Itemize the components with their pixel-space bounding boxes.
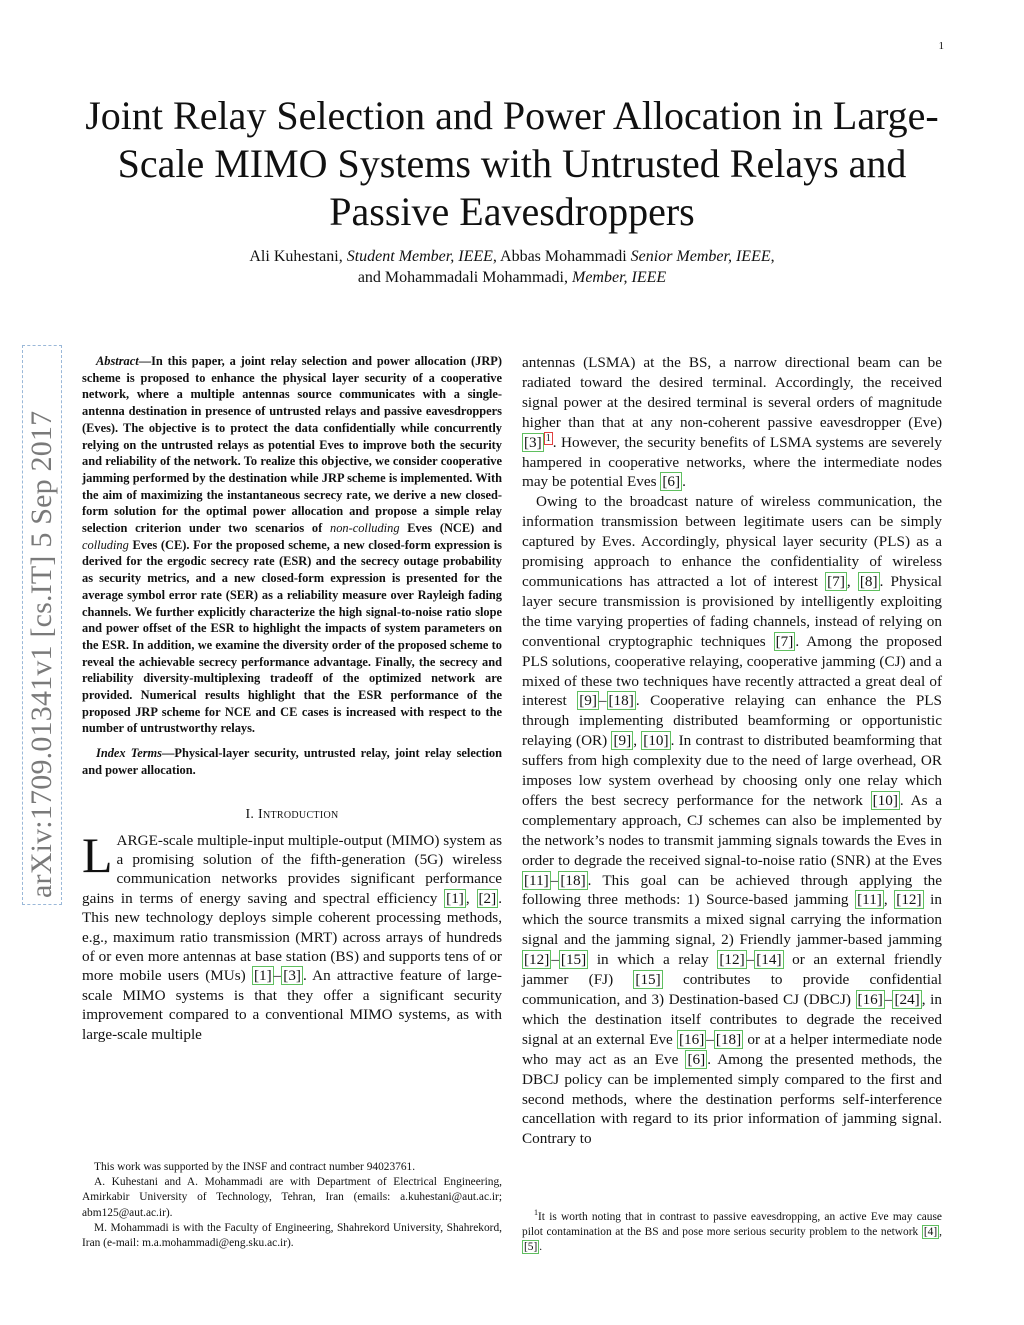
body-text: in which the source transmits a mixed signal carrying the information signal and the jamming signal, 2) Friendly jammer-based jamming [522, 891, 942, 949]
citation-link[interactable]: [10] [872, 791, 898, 809]
drop-cap: L [82, 826, 113, 883]
body-text: . Physical layer secure transmission is provisioned by intelligently exploiting the time varying properties of fading channels, instead of relying on conventional cryptographic techniques [522, 572, 943, 650]
author-2: , Abbas Mohammadi [492, 248, 631, 265]
footnote-funding: This work was supported by the INSF and contract number 94023761. [94, 1161, 416, 1173]
abstract-label: Abstract [96, 354, 139, 368]
footnote-text: It is worth noting that in contrast to passive eavesdropping, an active Eve may cause pilot contamination at the BS and pose more serious security problem to the network [522, 1210, 942, 1238]
body-text: – [551, 951, 559, 969]
citation-link[interactable]: [14] [756, 951, 782, 969]
section-numeral: I. [245, 806, 259, 822]
body-text: . However, the security benefits of LSMA systems are severely hampered in cooperative networks, where the intermediate nodes may be potential Eves [522, 433, 942, 491]
citation-link[interactable]: [18] [560, 871, 586, 889]
citation-link[interactable]: [1] [446, 889, 464, 907]
body-text: in which a relay [588, 951, 718, 969]
citation-link[interactable]: [18] [608, 692, 634, 710]
citation-link[interactable]: [15] [560, 951, 587, 969]
abstract-noncolluding: non-colluding [330, 521, 400, 536]
abstract-text: Eves (NCE) and [399, 521, 502, 536]
author-separator: , [770, 248, 775, 265]
footnote-affiliation-2: M. Mohammadi is with the Faculty of Engineering, Shahrekord University, Shahrekord, Iran (e-mail: m.a.mohammadi@eng.sku.ac.ir). [82, 1221, 502, 1250]
citation-link[interactable]: [11] [524, 871, 549, 889]
citation-link[interactable]: [3] [524, 433, 542, 451]
citation-link[interactable]: [7] [775, 632, 794, 650]
footnote-1 [522, 1205, 942, 1255]
footnote-ref-link[interactable]: 1 [545, 432, 551, 444]
index-terms-label: Index Terms [96, 746, 162, 761]
body-paragraph [522, 353, 942, 492]
author-1-role: Student Member, IEEE [346, 248, 493, 265]
citation-link[interactable]: [7] [827, 572, 845, 590]
intro-text: – [273, 967, 282, 985]
citation-link[interactable]: [12] [896, 891, 922, 909]
citation-link[interactable]: [11] [857, 891, 882, 909]
body-text: – [746, 951, 755, 969]
left-column [82, 353, 502, 1044]
index-terms [82, 745, 502, 778]
citation-link[interactable]: [3] [283, 967, 301, 985]
citation-link[interactable]: [2] [478, 889, 497, 907]
body-text: or an external friendly jammer (FJ) [522, 951, 942, 989]
body-paragraph [522, 492, 942, 1149]
intro-paragraph [82, 826, 503, 1044]
section-heading-introduction [82, 805, 502, 825]
right-column [522, 353, 942, 1149]
intro-text: . This new technology deploys simple coherent processing methods, e.g., maximum ratio transmission (MRT) across arrays of hundreds of or even more antennas at base station (BS) and supports tens of or more mobile users (MUs) [82, 889, 503, 985]
body-text: – [884, 991, 893, 1008]
body-text: – [550, 871, 559, 889]
citation-link[interactable]: [18] [715, 1030, 742, 1048]
arxiv-identifier[interactable]: arXiv:1709.01341v1 [cs.IT] 5 Sep 2017 [22, 345, 62, 905]
body-text: – [706, 1030, 714, 1048]
body-text: Owing to the broadcast nature of wireless communication, the information transmission between legitimate users can be simply captured by Eves. Accordingly, physical layer security (PLS) as a promising approach to enhance the confidentiality of wireless communications has attracted a lot of interest [522, 493, 942, 590]
abstract-colluding: colluding [82, 537, 129, 552]
intro-text: , [465, 889, 477, 907]
body-text: . Among the presented methods, the DBCJ policy can be implemented simply compared to the first and second methods, where the destination performs self-interference cancellation with regard to its prior information of jamming signal. Contrary to [522, 1050, 942, 1148]
citation-link[interactable]: [4] [923, 1226, 938, 1238]
footnote-mark: 1 [534, 1208, 538, 1217]
abstract-text: —In this paper, a joint relay selection and power allocation (JRP) scheme is proposed to enhance the physical layer security of a cooperative network, where a multiple antennas source communicates with a single-antenna destination in presence of untrusted relays and passive eavesdroppers (Eves). The objective is to protect the data confidentially while concurrently relying on the untrusted relays as potential Eves to improve both the security and reliability of the network. To realize this objective, we consider cooperative jamming performed by the destination while JRP scheme is implemented. With the aim of maximizing the instantaneous secrecy rate, we derive a new closed-form solution for the optimal power allocation and propose a simple relay selection criterion under two scenarios of [82, 354, 502, 536]
section-title: Introduction [258, 806, 339, 822]
citation-link[interactable]: [15] [635, 971, 661, 989]
body-text: . As a complementary approach, CJ schemes can also be implemented by the network’s nodes to transmit jamming signals towards the Eves in order to degrade the received signal-to-noise ratio (SNR) at the Eves [522, 791, 942, 869]
footnote-text: . [539, 1241, 543, 1254]
author-3: and Mohammadali Mohammadi, [357, 269, 572, 286]
body-text: . Cooperative relaying can enhance the PLS through implementing distributed beamforming or opportunistic relaying (OR) [522, 692, 943, 750]
body-text: . In contrast to distributed beamforming that suffers from high complexity due to the need of large overhead, OR imposes low system overhead by choosing only one relay which offers the best secrecy performance for the network [522, 732, 942, 809]
index-terms-text: —Physical-layer security, untrusted relay, joint relay selection and power allocation. [82, 746, 502, 777]
body-text: . [682, 473, 686, 491]
intro-text: . An attractive feature of large-scale MIMO systems is that they offer a significant security improvement compared to a conventional MIMO systems, as with large-scale multiple [82, 967, 502, 1043]
citation-link[interactable]: [6] [687, 1050, 706, 1068]
body-text: , in which the destination itself contributes to degrade the received signal at an external Eve [522, 991, 942, 1048]
citation-link[interactable]: [16] [678, 1030, 705, 1048]
page-number: 1 [938, 40, 944, 52]
citation-link[interactable]: [12] [524, 951, 550, 969]
intro-text: ARGE-scale multiple-input multiple-output (MIMO) system as a promising solution of the fifth-generation (5G) wireless communication networks provides significant performance gains in terms of energy saving and spectral efficiency [82, 831, 502, 907]
author-footnotes [82, 1160, 502, 1251]
body-text: antennas (LSMA) at the BS, a narrow directional beam can be radiated toward the desired terminal. Accordingly, the received signal power at the desired terminal is several orders of magnitude higher than that at any non-coherent passive eavesdropper (Eve) [522, 354, 942, 431]
body-text: or at a helper intermediate node who may act as an Eve [522, 1030, 942, 1068]
body-text: , [846, 572, 858, 590]
author-1: Ali Kuhestani, [249, 248, 347, 265]
citation-link[interactable]: [9] [613, 732, 632, 750]
citation-link[interactable]: [12] [719, 951, 745, 969]
citation-link[interactable]: [24] [894, 991, 920, 1008]
author-3-role: Member, IEEE [572, 269, 667, 286]
body-text: , [633, 732, 642, 750]
abstract-text: Eves (CE). For the proposed scheme, a new closed-form expression is derived for the ergodic secrecy rate (ESR) and the secrecy outage probability as security metrics, and a new closed-form expression is presented for the average symbol error rate (SER) as a reliability measure over Rayleigh fading channels. We further explicitly characterize the high signal-to-noise ratio slope and power offset of the ESR to highlight the impacts of system parameters on the ESR. In addition, we examine the diversity order of the proposed scheme to reveal the achievable secrecy performance advantage. Finally, the secrecy and reliability diversity-multiplexing tradeoff of the optimized network are provided. Numerical results highlight that the ESR performance of the proposed JRP scheme for NCE and CE cases is increased with respect to the number of untrustworthy relays. [82, 537, 502, 736]
body-text: – [598, 692, 607, 710]
footnote-text: , [939, 1226, 942, 1238]
abstract [82, 353, 502, 737]
footnote-affiliation-1: A. Kuhestani and A. Mohammadi are with Department of Electrical Engineering, Amirkabir University of Technology, Tehran, Iran (emails: a.kuhestani@aut.ac.ir; abm125@aut.ac.ir). [82, 1176, 502, 1219]
body-text: contributes to provide confidential communication, and 3) Destination-based CJ (DBCJ) [522, 971, 942, 1008]
citation-link[interactable]: [8] [859, 572, 878, 590]
citation-link[interactable]: [10] [643, 732, 669, 750]
paper-title: Joint Relay Selection and Power Allocation in Large-Scale MIMO Systems with Untrusted Relays and Passive Eavesdroppers [85, 93, 939, 234]
body-text: , [883, 891, 895, 909]
author-2-role: Senior Member, IEEE [630, 248, 771, 265]
citation-link[interactable]: [5] [524, 1241, 538, 1254]
citation-link[interactable]: [16] [857, 991, 883, 1008]
body-text: . This goal can be achieved through applying the following three methods: 1) Source-based jamming [522, 871, 942, 909]
citation-link[interactable]: [1] [253, 967, 272, 985]
body-text: . Among the proposed PLS solutions, cooperative relaying, cooperative jamming (CJ) and a mixed of these two techniques have recently attracted a great deal of interest [522, 632, 942, 710]
author-list [60, 246, 964, 288]
citation-link[interactable]: [9] [579, 692, 597, 710]
citation-link[interactable]: [6] [662, 473, 681, 491]
